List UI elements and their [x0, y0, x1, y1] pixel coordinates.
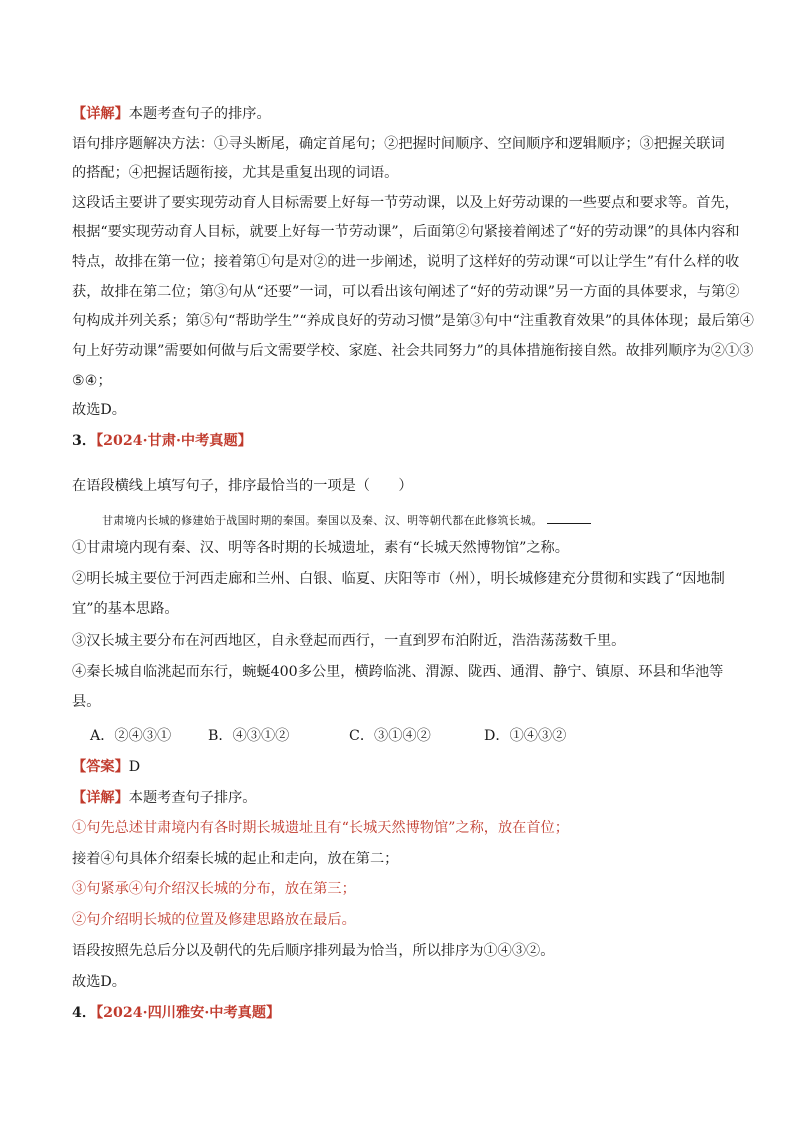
q3-detail-5: 语段按照先总后分以及朝代的先后顺序排列最为恰当，所以排序为①④③②。	[72, 943, 555, 959]
question-4-number: 4．	[72, 1005, 97, 1021]
question-number: 3．	[72, 433, 97, 449]
option-a[interactable]: A．②④③①	[90, 728, 172, 744]
question-3-header	[72, 431, 252, 451]
sentence-2-line-2: 宜”的基本思路。	[72, 601, 179, 617]
q3-detail-1: ①句先总述甘肃境内有各时期长城遗址且有“长城天然博物馆”之称，放在首位；	[72, 820, 569, 836]
answer-value: D	[128, 759, 141, 775]
q3-detail-3: ③句紧承④句介绍汉长城的分布，放在第三；	[72, 881, 356, 897]
method-line-1: 语句排序题解决方法：①寻头断尾，确定首尾句；②把握时间顺序、空间顺序和逻辑顺序；③把握关联词	[72, 136, 725, 152]
option-c[interactable]: C．③①④②	[349, 728, 431, 744]
answer-line	[72, 757, 140, 777]
q3-detail-line	[72, 788, 256, 808]
passage-line	[102, 511, 591, 528]
question-stem: 在语段横线上填写句子，排序最恰当的一项是（ ）	[72, 478, 413, 494]
method-line-2: 的搭配；④把握话题衔接，尤其是重复出现的词语。	[72, 165, 399, 181]
option-d[interactable]: D．①④③②	[484, 728, 567, 744]
sentence-2-line-1: ②明长城主要位于河西走廊和兰州、白银、临夏、庆阳等市（州），明长城修建充分贯彻和实践了“因地制	[72, 571, 725, 587]
sentence-1: ①甘肃境内现有秦、汉、明等各时期的长城遗址，素有“长城天然博物馆”之称。	[72, 540, 569, 556]
answer-options	[90, 725, 566, 745]
analysis-line-2: 根据“要实现劳动育人目标，就要上好每一节劳动课”，后面第②句紧接着阐述了“好的劳动课”的具体内容和	[72, 224, 740, 240]
analysis-line-1: 这段话主要讲了要实现劳动育人目标需要上好每一节劳动课，以及上好劳动课的一些要点和要求等。首先，	[72, 195, 739, 211]
option-b[interactable]: B．④③①②	[208, 728, 290, 744]
analysis-line-3: 特点，故排在第一位；接着第①句是对②的进一步阐述，说明了这样好的劳动课“可以让学生”有什么样的收	[72, 254, 740, 270]
answer-blank	[547, 511, 591, 524]
question-4-header	[72, 1003, 280, 1023]
detail-text: 本题考查句子的排序。	[128, 106, 271, 122]
detail-paragraph	[72, 104, 271, 124]
q3-detail-text: 本题考查句子排序。	[128, 790, 257, 806]
analysis-line-5: 句构成并列关系；第⑤句“帮助学生”“养成良好的劳动习惯”是第③句中“注重教育效果”的具体体现；最后第④	[72, 313, 754, 329]
analysis-line-6: 句上好劳动课”需要如何做与后文需要学校、家庭、社会共同努力”的具体措施衔接自然。故排列顺序为②①③	[72, 343, 754, 359]
sentence-4-line-1: ④秦长城自临洮起而东行，蜿蜒400多公里，横跨临洮、渭源、陇西、通渭、静宁、镇原、环县和华池等	[72, 664, 724, 680]
q3-detail-2: 接着④句具体介绍秦长城的起止和走向，放在第二；	[72, 851, 399, 867]
detail-label: 【详解】	[72, 106, 129, 122]
q3-detail-label: 【详解】	[72, 790, 129, 806]
sentence-3: ③汉长城主要分布在河西地区，自永登起而西行，一直到罗布泊附近，浩浩荡荡数千里。	[72, 633, 626, 649]
sentence-4-line-2: 县。	[72, 694, 101, 710]
analysis-line-4: 获，故排在第二位；第③句从“还要”一词，可以看出该句阐述了“好的劳动课”另一方面的具体要求，与第②	[72, 284, 740, 300]
conclusion-1: 故选D。	[72, 402, 126, 418]
passage-text: 甘肃境内长城的修建始于战国时期的秦国。秦国以及秦、汉、明等朝代都在此修筑长城。	[102, 514, 543, 527]
q3-detail-4: ②句介绍明长城的位置及修建思路放在最后。	[72, 912, 356, 928]
question-4-source: 【2024·四川雅安·中考真题】	[96, 1005, 281, 1021]
answer-label: 【答案】	[72, 759, 129, 775]
question-source: 【2024·甘肃·中考真题】	[96, 433, 252, 449]
q3-conclusion: 故选D。	[72, 974, 126, 990]
analysis-line-7: ⑤④；	[72, 373, 112, 389]
